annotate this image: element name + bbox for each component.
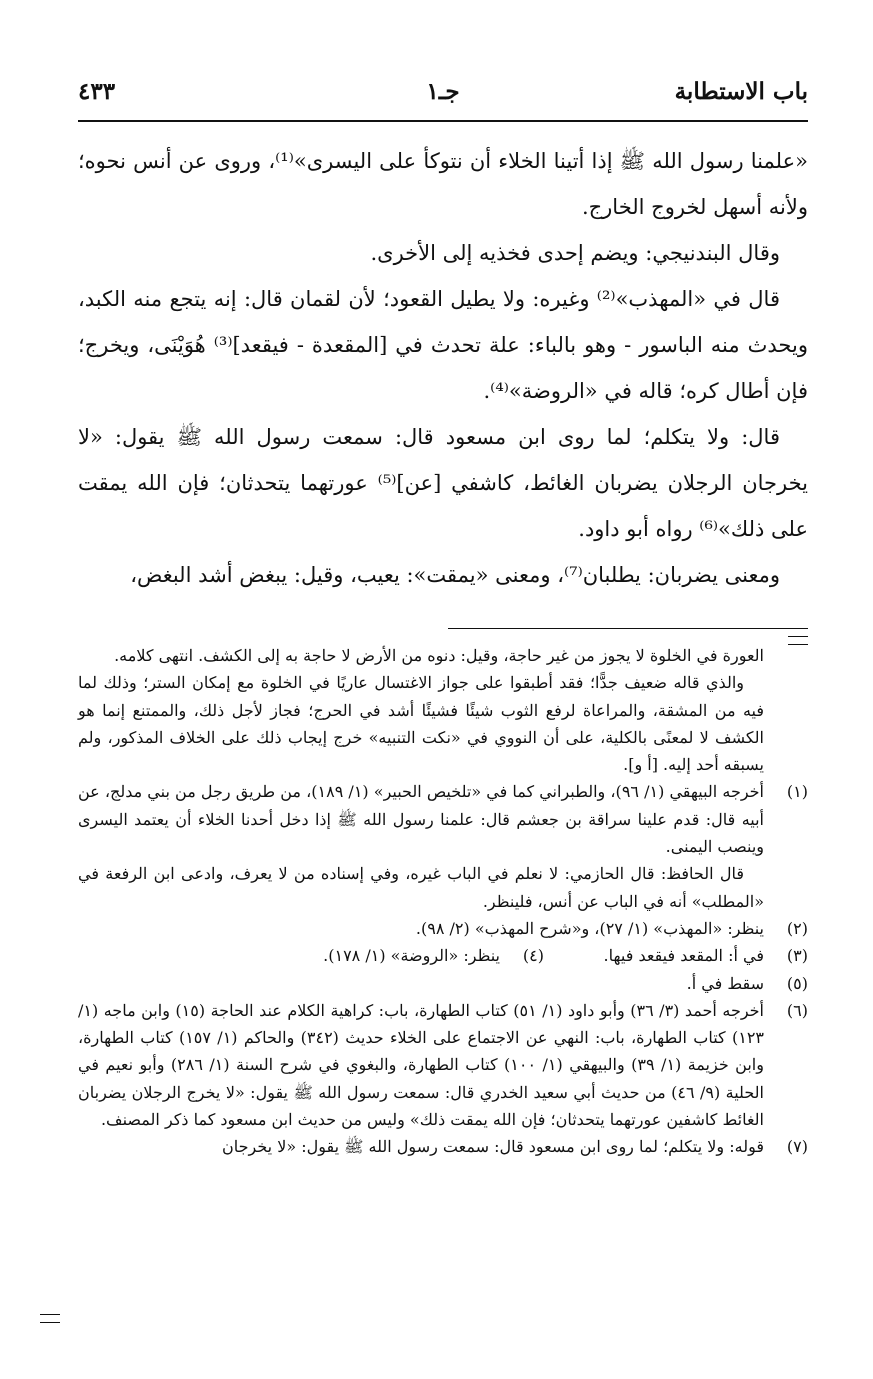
footnote-pair <box>78 942 808 969</box>
volume-label: جـ١ <box>426 78 460 105</box>
footnote-separator <box>448 628 808 629</box>
footnote-3 <box>544 942 808 969</box>
footnote-text: أخرجه البيهقي (١/ ٩٦)، والطبراني كما في «تلخيص الحبير» (١/ ١٨٩)، من طريق رجل من بني مدلج، عن أبيه قال: قدم علينا سراقة بن جعشم قال: علمنا رسول الله ﷺ إذا دخل أحدنا الخلاء أن يعتمد اليسرى وينصب اليمنى. <box>78 782 765 857</box>
footnote-4 <box>323 942 544 969</box>
main-paragraph: وقال البندنيجي: ويضم إحدى فخذيه إلى الأخرى. <box>370 241 780 265</box>
running-header <box>78 72 808 116</box>
footnote-number: (٦) <box>786 1000 808 1020</box>
footnotes <box>78 642 808 1161</box>
footnote-6 <box>78 997 808 1133</box>
footnote-5 <box>78 970 808 997</box>
footnote-text: ينظر: «الروضة» (١/ ١٧٨). <box>323 946 500 966</box>
header-rule <box>78 120 808 122</box>
footnote-text: قال الحافظ: قال الحازمي: لا نعلم في الباب غيره، وفي إسناده من لا يعرف، وادعى ابن الرفعة في «المطلب» أنه في الباب عن أنس، فلينظر. <box>78 864 764 911</box>
footnote-7 <box>78 1133 808 1160</box>
footnote-text: في أ: المقعد فيقعد فيها. <box>603 946 764 966</box>
footnote-number: (٢) <box>786 918 808 938</box>
continuation-mark <box>40 1314 60 1323</box>
main-paragraph: «علمنا رسول الله ﷺ إذا أتينا الخلاء أن نتوكأ على اليسرى»⁽¹⁾، وروى عن أنس نحوه؛ ولأنه أسهل لخروج الخارج. <box>78 149 808 219</box>
footnote-number: (٧) <box>786 1137 808 1157</box>
main-text <box>78 138 808 598</box>
footnote-text: قوله: ولا يتكلم؛ لما روى ابن مسعود قال: سمعت رسول الله ﷺ يقول: «لا يخرجان <box>221 1137 764 1157</box>
main-paragraph: قال: ولا يتكلم؛ لما روى ابن مسعود قال: سمعت رسول الله ﷺ يقول: «لا يخرجان الرجلان يضربان الغائط، كاشفي [عن]⁽⁵⁾ عورتهما يتحدثان؛ فإن الله يمقت على ذلك»⁽⁶⁾ رواه أبو داود. <box>78 425 809 541</box>
footnote-number: (٤) <box>522 946 544 966</box>
footnote-text: سقط في أ. <box>686 973 764 993</box>
footnote-continuation: والذي قاله ضعيف جدًّا؛ فقد أطبقوا على جواز الاغتسال عاريًا في الخلوة مع إمكان الستر؛ وذلك لما فيه من المشقة، والمراعاة لرفع الثوب شيئًا فشيئًا أشد في الحرج؛ فجاز لأجل ذلك، والممتنع إنما هو الكشف لا لمعنًى بالكلية، على أن النووي في «نكت التنبيه» خرج إيجاب ذلك على الخلاف المذكور، ولم يسبقه أحد إليه. [أ و]. <box>78 673 764 775</box>
page-number: ٤٣٣ <box>78 78 116 105</box>
footnote-number: (٣) <box>786 946 808 966</box>
footnote-number: (١) <box>786 782 808 802</box>
main-paragraph: قال في «المهذب»⁽²⁾ وغيره: ولا يطيل القعود؛ لأن لقمان قال: إنه يتجع منه الكبد، ويحدث منه الباسور - وهو بالباء: علة تحدث في [المقعدة - فيقعد]⁽³⁾ هُوَيْنَى، ويخرج؛ فإن أطال كره؛ قاله في «الروضة»⁽⁴⁾. <box>78 287 808 403</box>
footnote-1 <box>78 778 808 914</box>
footnote-text: أخرجه أحمد (٣/ ٣٦) وأبو داود (١/ ٥١) كتاب الطهارة، باب: كراهية الكلام عند الحاجة (١٥) وابن ماجه (١/ ١٢٣) كتاب الطهارة، باب: النهي عن الاجتماع على الخلاء حديث (٣٤٢) والحاكم (١/ ١٥٧) كتاب الطهارة، وابن خزيمة (١/ ٣٩) والبيهقي (١/ ١٠٠) كتاب الطهارة، والبغوي في شرح السنة (١/ ٢٨٦) وأبو نعيم في الحلية (٩/ ٤٦) من حديث أبي سعيد الخدري قال: سمعت رسول الله ﷺ يقول: «لا يخرج الرجلان يضربان الغائط كاشفين عورتهما يتحدثان؛ فإن الله يمقت ذلك» وليس من حديث ابن مسعود كما ذكر المصنف. <box>78 1000 765 1130</box>
footnote-text: ينظر: «المهذب» (١/ ٢٧)، و«شرح المهذب» (٢/ ٩٨). <box>415 918 764 938</box>
chapter-title: باب الاستطابة <box>674 78 808 105</box>
main-paragraph: ومعنى يضربان: يطلبان⁽⁷⁾، ومعنى «يمقت»: يعيب، وقيل: يبغض أشد البغض، <box>130 563 780 587</box>
footnote-2 <box>78 915 808 942</box>
footnote-number: (٥) <box>786 973 808 993</box>
footnote-continuation: العورة في الخلوة لا يجوز من غير حاجة، وقيل: دنوه من الأرض لا حاجة به إلى الكشف. انتهى كلامه. <box>114 646 764 665</box>
